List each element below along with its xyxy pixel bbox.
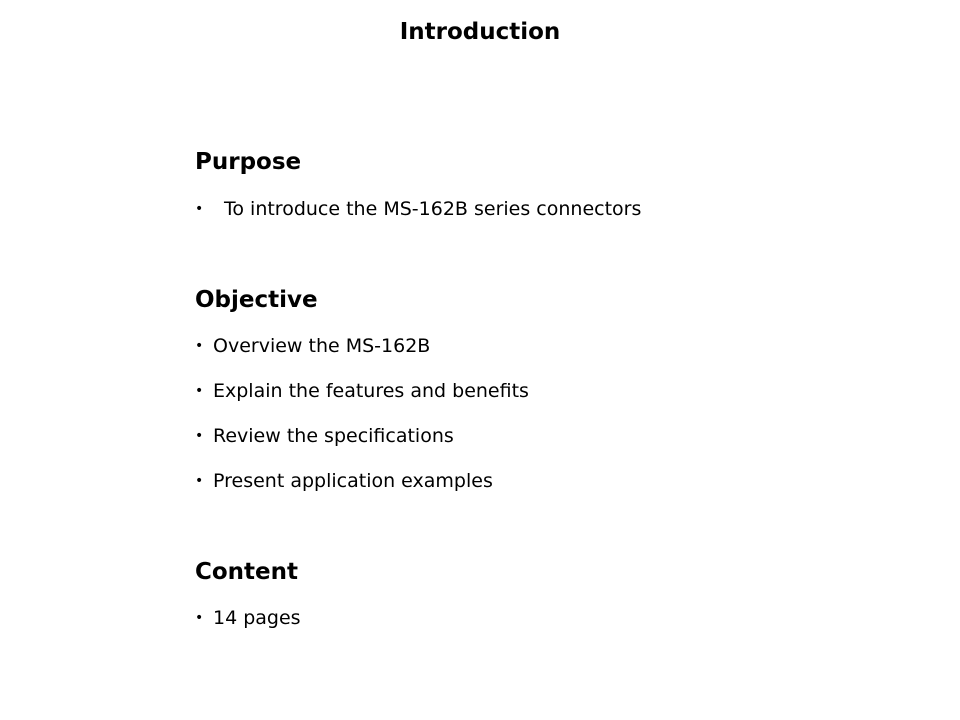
bullet-marker: • (195, 610, 204, 626)
objective-bullet-text: Explain the features and benefits (213, 380, 529, 402)
objective-bullet-text: Present application examples (213, 470, 493, 492)
bullet-marker: • (195, 338, 204, 354)
content-heading: Content (195, 559, 299, 585)
objective-bullet (195, 378, 529, 404)
objective-heading: Objective (195, 287, 318, 313)
purpose-bullet (195, 196, 641, 222)
bullet-marker: • (195, 473, 204, 489)
objective-bullet (195, 423, 454, 449)
content-bullet (195, 605, 301, 631)
purpose-bullet-text: To introduce the MS-162B series connectors (224, 198, 642, 220)
slide-title: Introduction (399, 19, 561, 45)
purpose-heading: Purpose (195, 149, 302, 175)
content-bullet-text: 14 pages (213, 607, 301, 629)
objective-bullet (195, 468, 493, 494)
objective-bullet-text: Review the specifications (213, 425, 454, 447)
objective-bullet-text: Overview the MS-162B (213, 335, 431, 357)
objective-bullet (195, 333, 430, 359)
bullet-marker: • (195, 383, 204, 399)
bullet-marker: • (195, 428, 204, 444)
bullet-marker: • (195, 201, 204, 217)
